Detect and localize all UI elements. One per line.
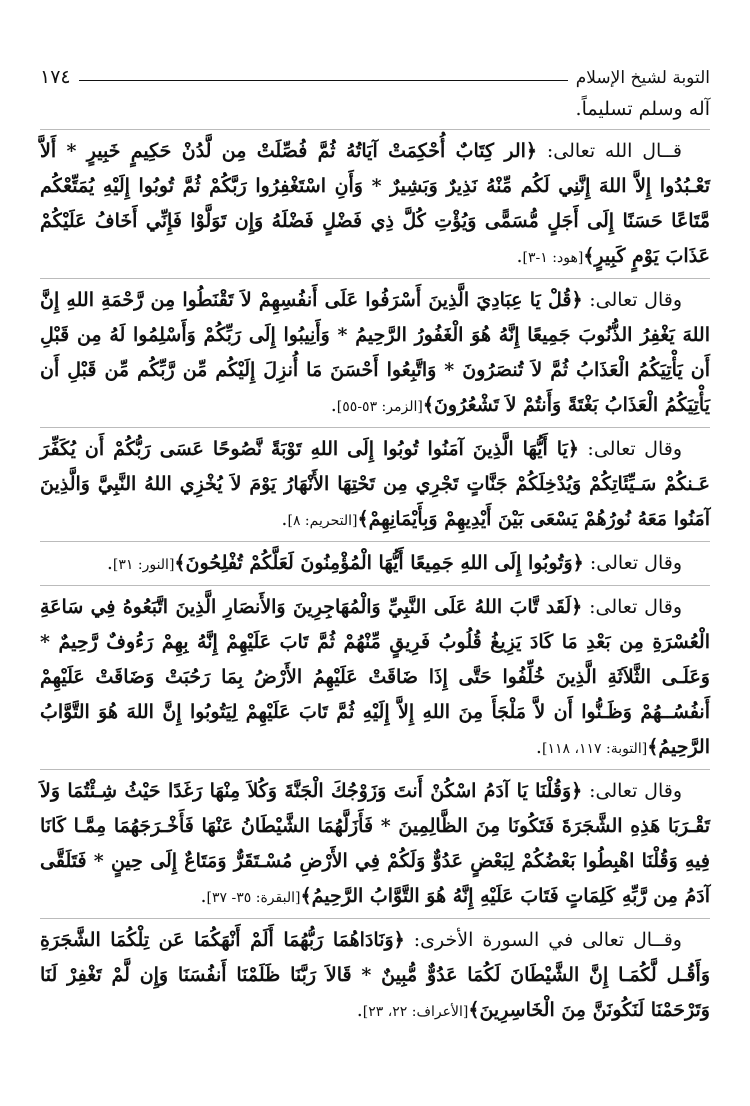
end-period: .	[356, 999, 363, 1021]
paragraph	[40, 546, 710, 583]
page-body	[40, 92, 710, 1030]
paragraph	[40, 923, 710, 1030]
paragraph	[40, 92, 710, 127]
header-rule	[79, 80, 568, 81]
paragraph-intro: وقال تعالى:	[582, 289, 683, 311]
end-period: .	[535, 736, 542, 758]
paragraph	[40, 134, 710, 276]
quran-verse: ﴿وَتُوبُوا إِلَى اللهِ جَمِيعًا أَيُّهَا الْمُؤْمِنُونَ لَعَلَّكُمْ تُفْلِحُونَ﴾	[174, 552, 584, 574]
verse-reference: [البقرة: ٣٥- ٣٧]	[206, 890, 301, 906]
end-period: .	[516, 245, 523, 267]
paragraph	[40, 432, 710, 539]
quran-verse: ﴿وَنَادَاهُمَا رَبُّهُمَا أَلَمْ أَنْهَكُمَا عَن تِلْكُمَا الشَّجَرَةِ وَأَقُـل لَّكُمَـا إِنَّ الشَّيْطَانَ لَكُمَا عَدُوٌّ مُّبِينٌ * قَالاَ رَبَّنَا ظَلَمْنَا أَنفُسَنَا وَإِن لَّمْ تَغْفِرْ لَنَا وَتَرْحَمْنَا لَنَكُونَنَّ مِنَ الْخَاسِرِينَ﴾	[40, 929, 710, 1021]
paragraph-intro: وقال تعالى:	[579, 438, 682, 460]
quran-verse: ﴿الر كِتَابٌ أُحْكِمَتْ آيَاتُهُ ثُمَّ فُصِّلَتْ مِن لَّدُنْ حَكِيمٍ خَبِيرٍ * أَلاَّ تَعْـبُدُوا إِلاَّ اللهَ إِنَّنِي لَكُم مِّنْهُ نَذِيرٌ وَبَشِيرٌ * وَأَنِ اسْتَغْفِرُوا رَبَّكُمْ ثُمَّ تُوبُوا إِلَيْهِ يُمَتِّعْكُم مَّتَاعًا حَسَنًا إِلَى أَجَلٍ مُّسَمًّى وَيُؤْتِ كُلَّ ذِي فَضْلٍ فَضْلَهُ وَإِن تَوَلَّوْا فَإِنِّي أَخَافُ عَلَيْكُمْ عَذَابَ يَوْمٍ كَبِيرٍ﴾	[40, 140, 710, 267]
paragraph-intro: وقــال تعالى في السورة الأخرى:	[404, 929, 682, 951]
divider	[40, 585, 710, 586]
verse-reference: [النور: ٣١]	[112, 557, 175, 573]
verse-reference: [الأعراف: ٢٢، ٢٣]	[362, 1004, 469, 1020]
divider	[40, 769, 710, 770]
divider	[40, 427, 710, 428]
page-header	[40, 58, 710, 88]
quran-verse: ﴿لَقَد تَّابَ اللهُ عَلَى النَّبِيِّ وَالْمُهَاجِرِينَ وَالأَنصَارِ الَّذِينَ اتَّبَعُوهُ فِي سَاعَةِ الْعُسْرَةِ مِن بَعْدِ مَا كَادَ يَزِيغُ قُلُوبُ فَرِيقٍ مِّنْهُمْ ثُمَّ تَابَ عَلَيْهِمْ إِنَّهُ بِهِمْ رَءُوفٌ رَّحِيمٌ * وَعَلَـى الثَّلاَثَةِ الَّذِينَ خُلِّفُوا حَتَّى إِذَا ضَاقَتْ عَلَيْهِمُ الأَرْضُ بِمَا رَحُبَتْ وَضَاقَتْ عَلَيْهِمْ أَنفُسُــهُمْ وَظَـنُّوا أَن لاَّ مَلْجَأَ مِنَ اللهِ إِلاَّ إِلَيْهِ ثُمَّ تَابَ عَلَيْهِمْ لِيَتُوبُوا إِنَّ اللهَ هُوَ التَّوَّابُ الرَّحِيمُ﴾	[40, 596, 710, 758]
end-period: .	[106, 552, 113, 574]
paragraph-intro: وقال تعالى:	[583, 552, 682, 574]
divider	[40, 129, 710, 130]
end-period: .	[200, 885, 207, 907]
end-period: .	[330, 394, 337, 416]
paragraph-text: آله وسلم تسليماً.	[575, 98, 710, 120]
quran-verse: ﴿يَا أَيُّهَا الَّذِينَ آمَنُوا تُوبُوا إِلَى اللهِ تَوْبَةً نَّصُوحًا عَسَى رَبُّكُمْ أَن يُكَفِّرَ عَـنكُمْ سَـيِّئَاتِكُمْ وَيُدْخِلَكُمْ جَنَّاتٍ تَجْرِي مِن تَحْتِهَا الأَنْهَارُ يَوْمَ لاَ يُخْزِي اللهُ النَّبِيَّ وَالَّذِينَ آمَنُوا مَعَهُ نُورُهُمْ يَسْعَى بَيْنَ أَيْدِيهِمْ وَبِأَيْمَانِهِمْ﴾	[40, 438, 710, 530]
page-number: ١٧٤	[40, 66, 71, 88]
verse-reference: [الزمر: ٥٣-٥٥]	[336, 399, 423, 415]
paragraph-intro: وقال تعالى:	[582, 780, 683, 802]
divider	[40, 918, 710, 919]
paragraph	[40, 774, 710, 916]
end-period: .	[281, 508, 288, 530]
paragraph	[40, 283, 710, 425]
verse-reference: [التحريم: ٨]	[287, 513, 358, 529]
divider	[40, 278, 710, 279]
paragraph-intro: وقال تعالى:	[582, 596, 683, 618]
paragraph-intro: قــال الله تعالى:	[537, 140, 683, 162]
quran-verse: ﴿قُلْ يَا عِبَادِيَ الَّذِينَ أَسْرَفُوا عَلَى أَنفُسِهِمْ لاَ تَقْنَطُوا مِن رَّحْمَةِ اللهِ إِنَّ اللهَ يَغْفِرُ الذُّنُوبَ جَمِيعًا إِنَّهُ هُوَ الْغَفُورُ الرَّحِيمُ * وَأَنِيبُوا إِلَى رَبِّكُمْ وَأَسْلِمُوا لَهُ مِن قَبْلِ أَن يَأْتِيَكُمُ الْعَذَابُ ثُمَّ لاَ تُنصَرُونَ * وَاتَّبِعُوا أَحْسَنَ مَا أُنزِلَ إِلَيْكُم مِّن رَّبِّكُم مِّن قَبْلِ أَن يَأْتِيَكُمُ الْعَذَابُ بَغْتَةً وَأَنتُمْ لاَ تَشْعُرُونَ﴾	[40, 289, 710, 416]
quran-verse: ﴿وَقُلْنَا يَا آدَمُ اسْكُنْ أَنتَ وَزَوْجُكَ الْجَنَّةَ وَكُلاَ مِنْهَا رَغَدًا حَيْثُ شِـئْتُمَا وَلاَ تَقْـرَبَا هَذِهِ الشَّجَرَةَ فَتَكُونَا مِنَ الظَّالِمِينَ * فَأَزَلَّهُمَا الشَّيْطَانُ عَنْهَا فَأَخْـرَجَهُمَا مِمَّـا كَانَا فِيهِ وَقُلْنَا اهْبِطُوا بَعْضُكُمْ لِبَعْضٍ عَدُوٌّ وَلَكُمْ فِي الأَرْضِ مُسْـتَقَرٌّ وَمَتَاعٌ إِلَى حِينٍ * فَتَلَقَّى آدَمُ مِن رَّبِّهِ كَلِمَاتٍ فَتَابَ عَلَيْهِ إِنَّهُ هُوَ التَّوَّابُ الرَّحِيمُ﴾	[40, 780, 710, 907]
verse-reference: [التوبة: ١١٧، ١١٨]	[541, 741, 648, 757]
paragraph	[40, 590, 710, 767]
verse-reference: [هود: ١-٣]	[522, 250, 584, 266]
running-title: التوبة لشيخ الإسلام	[575, 68, 710, 88]
divider	[40, 541, 710, 542]
